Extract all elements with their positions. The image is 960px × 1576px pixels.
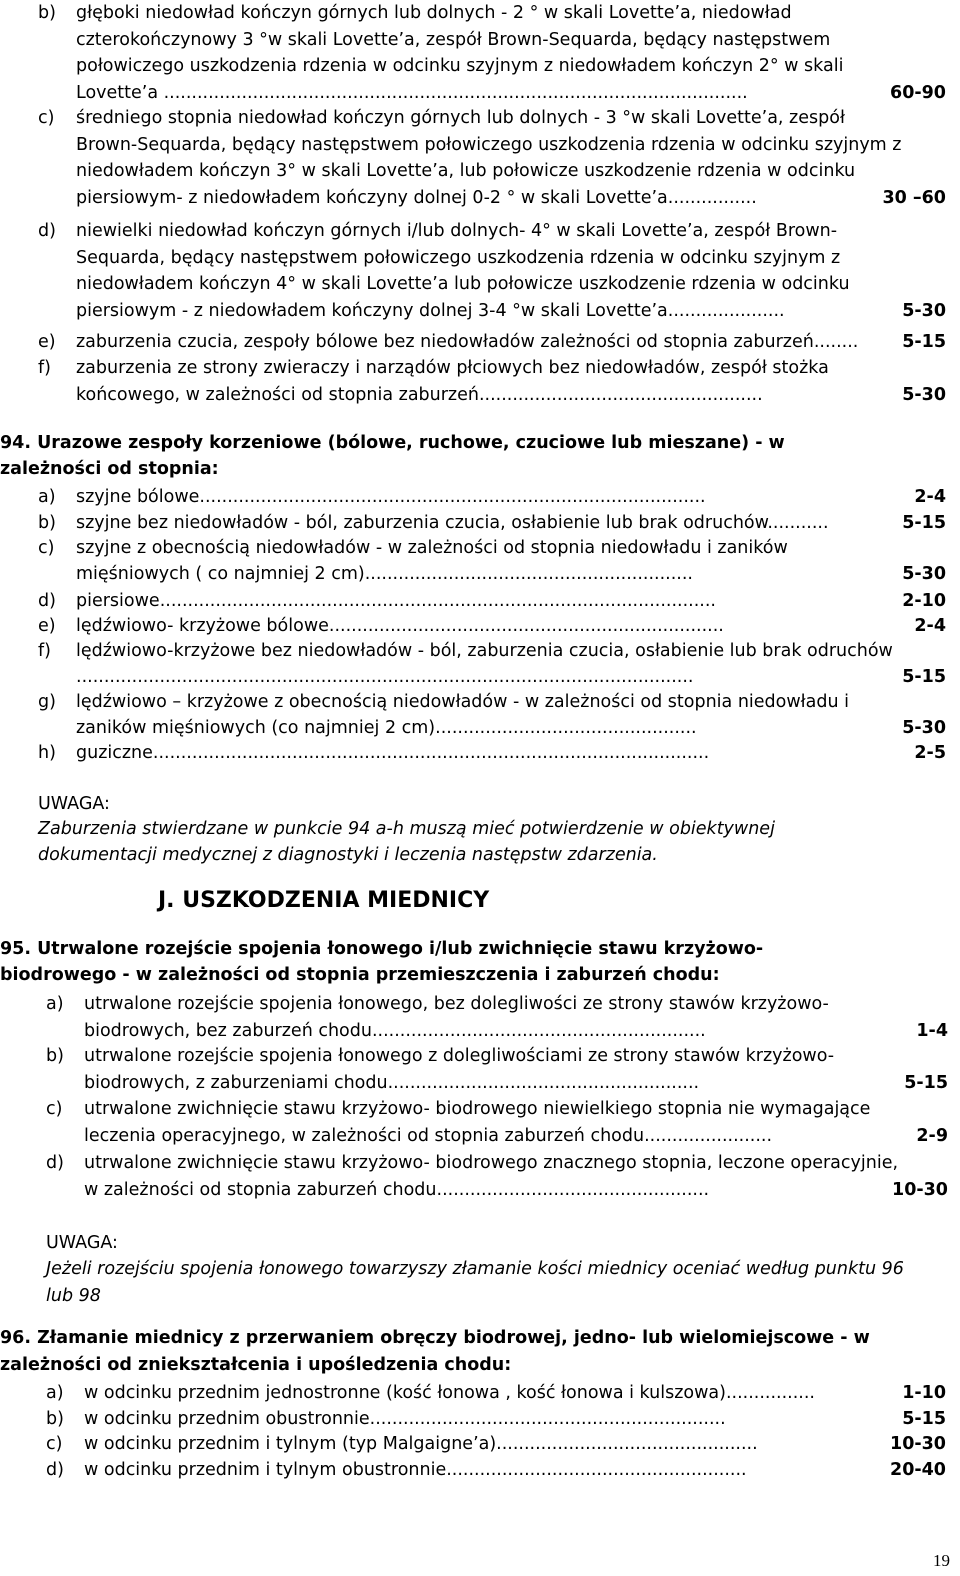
sec95-item-value: 5-15 <box>904 1073 948 1093</box>
sec93-item-e-value: 5-15 <box>902 332 946 352</box>
sec94-item-text: lędźwiowo – krzyżowe z obecnością niedowładów - w zależności od stopnia niedowładu i <box>76 692 849 712</box>
page-number: 19 <box>933 1551 950 1570</box>
heading-96: 96. Złamanie miednicy z przerwaniem obręczy biodrowej, jedno- lub wielomiejscowe - w <box>0 1328 870 1348</box>
sec96-item-label: d) <box>46 1460 64 1480</box>
heading-95-cont: biodrowego - w zależności od stopnia przemieszczenia i zaburzeń chodu: <box>0 965 720 985</box>
sec96-item-text: w odcinku przednim i tylnym obustronnie...................................................... <box>84 1460 747 1480</box>
sec93-item-c-value: 30 –60 <box>882 187 946 208</box>
sec96-item-value: 1-10 <box>902 1383 946 1403</box>
sec95-item-text: utrwalone rozejście spojenia łonowego z dolegliwościami ze strony stawów krzyżowo- <box>84 1046 835 1066</box>
sec93-item-b-value: 60-90 <box>890 82 946 103</box>
sec95-item-value: 1-4 <box>916 1021 948 1041</box>
sec94-item-text: guziczne.................................................................................................... <box>76 743 710 763</box>
note-text: Jeżeli rozejściu spojenia łonowego towarzyszy złamanie kości miednicy oceniać według punktu 96 <box>46 1259 904 1279</box>
sec95-item-label: a) <box>46 994 64 1014</box>
sec95-item-value: 10-30 <box>892 1180 948 1200</box>
note-label: UWAGA: <box>46 1233 118 1253</box>
sec93-item-d-text: Sequarda, będący następstwem połowiczego uszkodzenia rdzenia w odcinku szyjnym z <box>76 247 841 268</box>
note-text: lub 98 <box>46 1286 101 1306</box>
sec94-item-text: szyjne z obecnością niedowładów - w zależności od stopnia niedowładu i zaników <box>76 538 788 558</box>
sec96-item-label: a) <box>46 1383 64 1403</box>
sec95-item-text: biodrowych, z zaburzeniami chodu........................................................ <box>84 1073 700 1093</box>
heading-96-cont: zależności od zniekształcenia i upośledzenia chodu: <box>0 1355 512 1375</box>
note-label: UWAGA: <box>38 794 110 814</box>
sec93-item-c-text: średniego stopnia niedowład kończyn górnych lub dolnych - 3 °w skali Lovette’a, zespół <box>76 108 845 128</box>
sec96-item-text: w odcinku przednim obustronnie................................................................ <box>84 1409 726 1429</box>
sec95-item-text: utrwalone zwichnięcie stawu krzyżowo- biodrowego niewielkiego stopnia nie wymagające <box>84 1099 871 1119</box>
sec94-item-label: a) <box>38 487 56 507</box>
heading-94: 94. Urazowe zespoły korzeniowe (bólowe, ruchowe, czuciowe lub mieszane) - w <box>0 433 785 453</box>
sec93-item-f-label: f) <box>38 358 51 378</box>
note-text: Zaburzenia stwierdzane w punkcie 94 a-h muszą mieć potwierdzenie w obiektywnej <box>38 819 775 839</box>
sec94-item-text: lędźwiowo- krzyżowe bólowe....................................................................... <box>76 616 724 636</box>
sec96-item-value: 5-15 <box>902 1409 946 1429</box>
sec94-item-value: 2-5 <box>914 743 946 763</box>
sec94-item-value: 5-30 <box>902 718 946 738</box>
section-title: J. USZKODZENIA MIEDNICY <box>158 888 490 913</box>
sec94-item-text: piersiowe.................................................................................................... <box>76 591 716 611</box>
heading-94-cont: zależności od stopnia: <box>0 459 219 479</box>
sec93-item-c-text: piersiowym- z niedowładem kończyny dolnej 0-2 ° w skali Lovette’a................ <box>76 187 757 208</box>
sec95-item-text: utrwalone rozejście spojenia łonowego, bez dolegliwości ze strony stawów krzyżowo- <box>84 994 829 1014</box>
sec94-item-text: szyjne bez niedowładów - ból, zaburzenia czucia, osłabienie lub brak odruchów........... <box>76 513 829 533</box>
sec93-item-c-text: Brown-Sequarda, będący następstwem połowiczego uszkodzenia rdzenia w odcinku szyjnym z <box>76 134 902 155</box>
sec96-item-text: w odcinku przednim i tylnym (typ Malgaigne’a)............................................... <box>84 1434 758 1454</box>
sec95-item-label: b) <box>46 1046 64 1066</box>
sec94-item-label: g) <box>38 692 56 712</box>
sec94-item-text: szyjne bólowe........................................................................................... <box>76 487 706 507</box>
sec96-item-label: b) <box>46 1409 64 1429</box>
sec94-item-text: lędźwiowo-krzyżowe bez niedowładów - ból, zaburzenia czucia, osłabienie lub brak odruchów <box>76 641 893 661</box>
sec93-item-b-label: b) <box>38 3 56 23</box>
sec93-item-d-label: d) <box>38 221 56 241</box>
sec96-item-label: c) <box>46 1434 63 1454</box>
sec96-item-text: w odcinku przednim jednostronne (kość łonowa , kość łonowa i kulszowa)................ <box>84 1383 815 1403</box>
sec95-item-label: d) <box>46 1153 64 1173</box>
sec96-item-value: 10-30 <box>890 1434 946 1454</box>
heading-95: 95. Utrwalone rozejście spojenia łonowego i/lub zwichnięcie stawu krzyżowo- <box>0 939 764 959</box>
sec93-item-b-text: głęboki niedowład kończyn górnych lub dolnych - 2 ° w skali Lovette’a, niedowład <box>76 3 792 23</box>
sec94-item-value: 2-10 <box>902 591 946 611</box>
sec94-item-value: 2-4 <box>914 616 946 636</box>
sec94-item-label: h) <box>38 743 56 763</box>
sec93-item-f-text: zaburzenia ze strony zwieraczy i narządów płciowych bez niedowładów, zespół stożka <box>76 358 829 378</box>
sec93-item-c-text: niedowładem kończyn 3° w skali Lovette’a, lub połowicze uszkodzenie rdzenia w odcinku <box>76 161 856 181</box>
sec94-item-label: e) <box>38 616 56 636</box>
sec93-item-e-label: e) <box>38 332 56 352</box>
sec95-item-text: utrwalone zwichnięcie stawu krzyżowo- biodrowego znacznego stopnia, leczone operacyjnie, <box>84 1153 899 1173</box>
sec93-item-f-value: 5-30 <box>902 384 946 405</box>
sec93-item-f-text: końcowego, w zależności od stopnia zaburzeń................................................... <box>76 384 763 405</box>
sec95-item-text: w zależności od stopnia zaburzeń chodu................................................. <box>84 1180 710 1200</box>
sec93-item-b-text: połowiczego uszkodzenia rdzenia w odcinku szyjnym z niedowładem kończyn 2° w skali <box>76 56 844 76</box>
sec95-item-text: leczenia operacyjnego, w zależności od stopnia zaburzeń chodu....................... <box>84 1126 773 1146</box>
sec93-item-c-label: c) <box>38 108 55 128</box>
sec93-item-b-text: Lovette’a ......................................................................................................... <box>76 82 748 103</box>
sec94-item-label: d) <box>38 591 56 611</box>
sec94-item-text: ............................................................................................................... <box>76 667 694 687</box>
sec93-item-d-text: niedowładem kończyn 4° w skali Lovette’a lub połowicze uszkodzenie rdzenia w odcinku <box>76 274 850 294</box>
sec96-item-value: 20-40 <box>890 1460 946 1480</box>
sec94-item-label: f) <box>38 641 51 661</box>
sec93-item-d-value: 5-30 <box>902 300 946 321</box>
sec93-item-e-text: zaburzenia czucia, zespoły bólowe bez niedowładów zależności od stopnia zaburzeń........ <box>76 332 859 352</box>
sec93-item-b-text: czterokończynowy 3 °w skali Lovette’a, zespół Brown-Sequarda, będący następstwem <box>76 29 831 50</box>
sec94-item-text: mięśniowych ( co najmniej 2 cm)........................................................... <box>76 564 693 584</box>
sec93-item-d-text: niewielki niedowład kończyn górnych i/lub dolnych- 4° w skali Lovette’a, zespół Brown- <box>76 221 838 241</box>
sec94-item-value: 2-4 <box>914 487 946 507</box>
sec94-item-label: b) <box>38 513 56 533</box>
sec94-item-value: 5-30 <box>902 564 946 584</box>
sec94-item-value: 5-15 <box>902 513 946 533</box>
sec95-item-text: biodrowych, bez zaburzeń chodu............................................................ <box>84 1021 706 1041</box>
sec95-item-label: c) <box>46 1099 63 1119</box>
sec94-item-label: c) <box>38 538 55 558</box>
sec94-item-text: zaników mięśniowych (co najmniej 2 cm)............................................... <box>76 718 697 738</box>
sec95-item-value: 2-9 <box>916 1126 948 1146</box>
sec93-item-d-text: piersiowym - z niedowładem kończyny dolnej 3-4 °w skali Lovette’a..................... <box>76 300 785 321</box>
note-text: dokumentacji medycznej z diagnostyki i leczenia następstw zdarzenia. <box>38 845 658 865</box>
sec94-item-value: 5-15 <box>902 667 946 687</box>
